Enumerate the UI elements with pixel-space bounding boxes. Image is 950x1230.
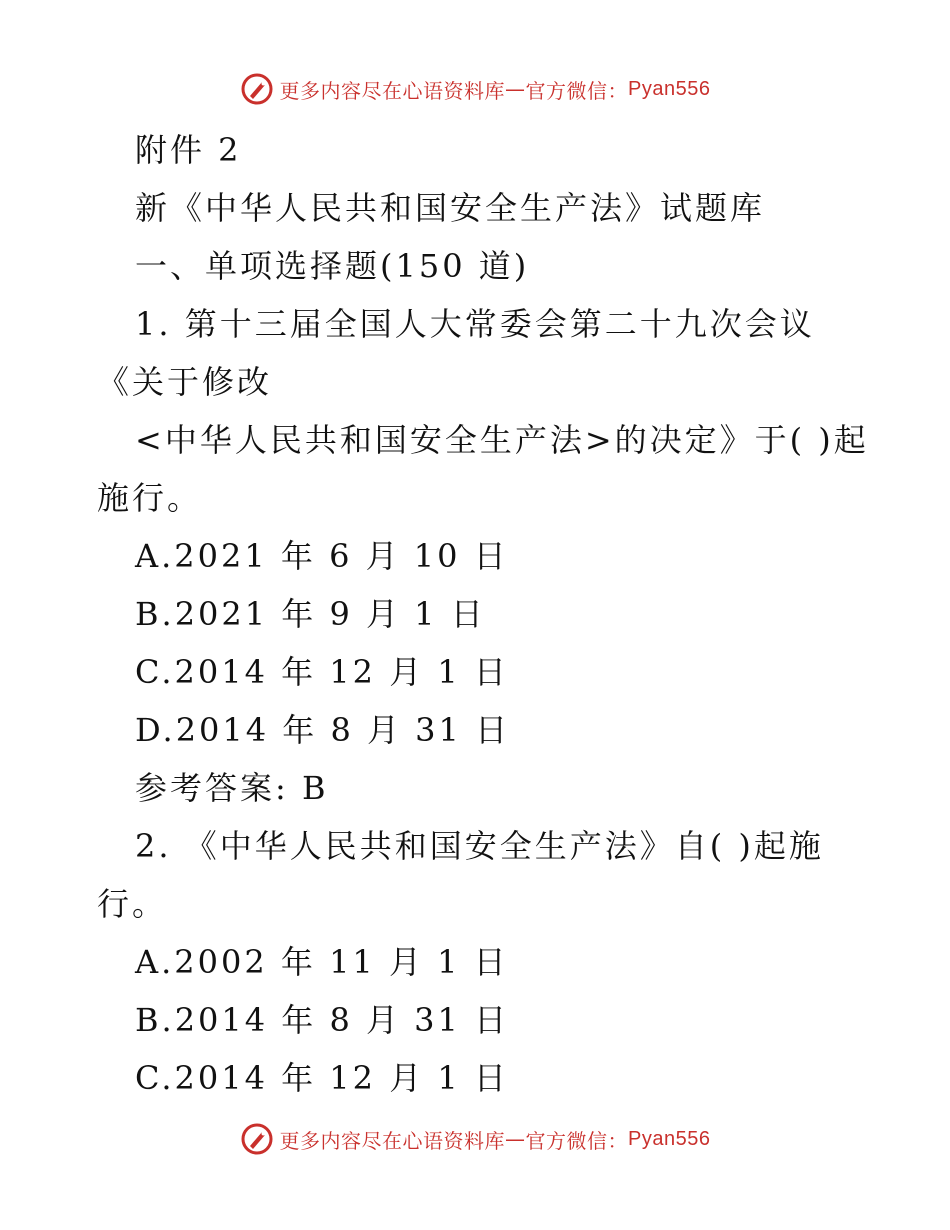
footer-watermark <box>0 1122 950 1156</box>
question-1-stem-line-3: <中华人民共和国安全生产法>的决定》于( )起 <box>135 421 869 459</box>
watermark-text: 更多内容尽在心语资料库 <box>279 78 506 103</box>
watermark-separator: — <box>505 77 526 101</box>
watermark-separator: — <box>505 1127 526 1151</box>
question-1-stem-line-4: 施行。 <box>97 479 203 517</box>
question-1-option-d: D.2014 年 8 月 31 日 <box>135 711 511 749</box>
document-title: 新《中华人民共和国安全生产法》试题库 <box>135 189 766 227</box>
question-2-option-c: C.2014 年 12 月 1 日 <box>135 1059 509 1097</box>
question-2-option-a: A.2002 年 11 月 1 日 <box>135 943 509 981</box>
question-2-option-b: B.2014 年 8 月 31 日 <box>135 1001 510 1039</box>
question-1-answer: 参考答案: B <box>135 769 329 807</box>
question-1-stem-line-2: 《关于修改 <box>97 363 273 401</box>
question-1-option-a: A.2021 年 6 月 10 日 <box>135 537 509 575</box>
pen-nib-icon <box>240 72 274 106</box>
question-2-stem-line-1: 2. 《中华人民共和国安全生产法》自( )起施 <box>135 827 824 865</box>
watermark-id: Pyan556 <box>628 1127 711 1150</box>
watermark-suffix: 官方微信： <box>525 1128 629 1153</box>
watermark-suffix: 官方微信： <box>525 78 629 103</box>
watermark-text: 更多内容尽在心语资料库 <box>279 1128 506 1153</box>
question-1-option-c: C.2014 年 12 月 1 日 <box>135 653 509 691</box>
question-2-stem-line-2: 行。 <box>97 885 168 923</box>
watermark-id: Pyan556 <box>628 77 711 100</box>
pen-nib-icon <box>240 1122 274 1156</box>
question-1-option-b: B.2021 年 9 月 1 日 <box>135 595 486 633</box>
section-heading: 一、单项选择题(150 道) <box>135 247 530 285</box>
header-watermark <box>0 72 950 106</box>
attachment-label: 附件 2 <box>135 131 242 169</box>
question-1-stem-line-1: 1. 第十三届全国人大常委会第二十九次会议 <box>135 305 815 343</box>
